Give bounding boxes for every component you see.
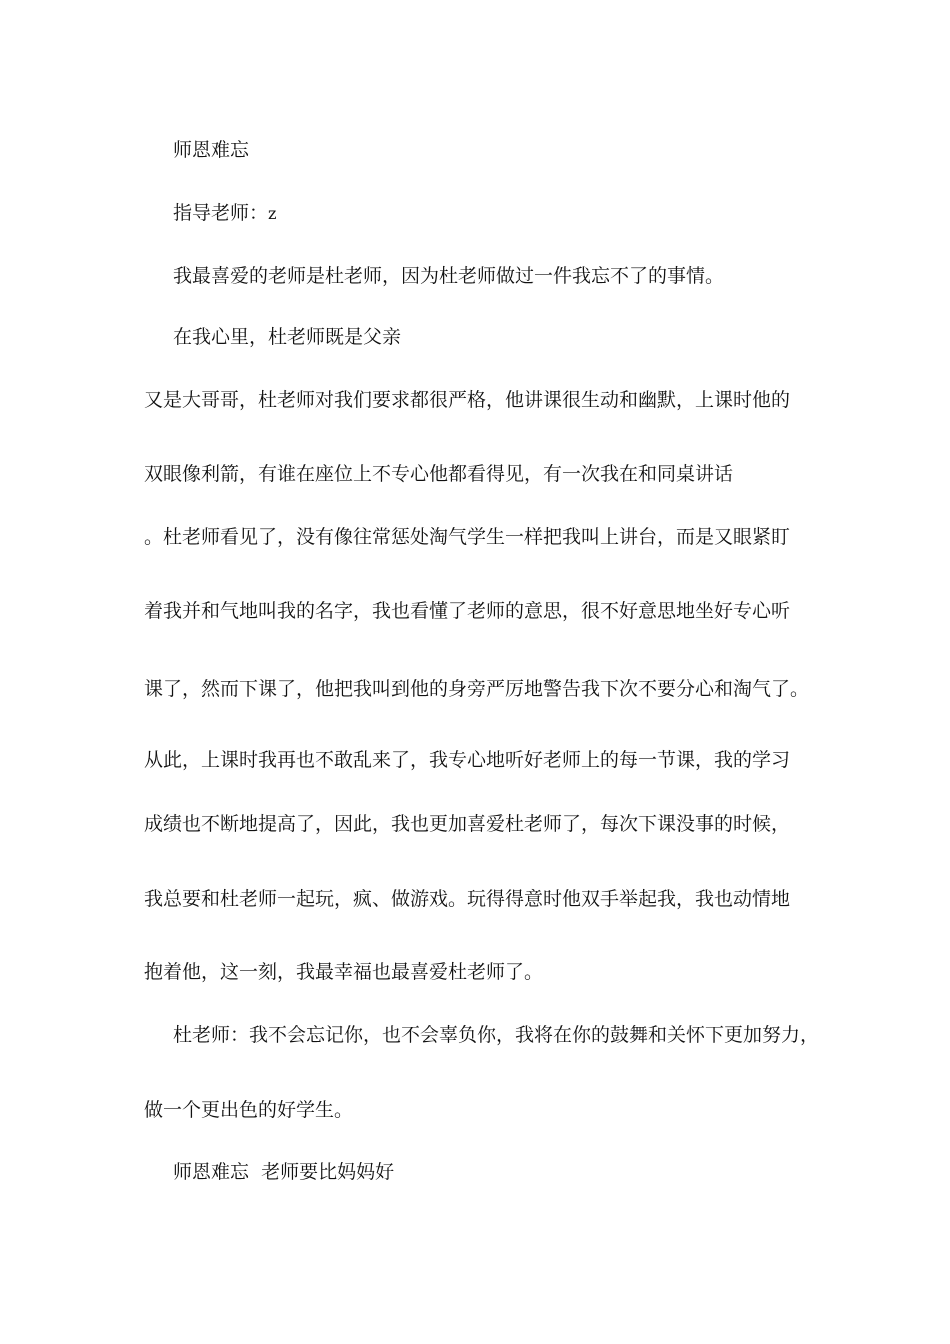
document-title: 师恩难忘 [173,139,250,161]
paragraph-2-line: 在我心里，杜老师既是父亲 [173,326,402,348]
advisor-line [173,201,276,226]
advisor-name: z [268,204,277,223]
paragraph-2-line: 着我并和气地叫我的名字，我也看懂了老师的意思，很不好意思地坐好专心听 [144,600,791,622]
paragraph-2-line: 。杜老师看见了，没有像往常惩处淘气学生一样把我叫上讲台，而是又眼紧盯 [144,526,791,548]
closing-line: 师恩难忘 老师要比妈妈好 [173,1161,395,1183]
paragraph-3-line: 做一个更出色的好学生。 [144,1099,354,1121]
paragraph-2-line: 我总要和杜老师一起玩，疯、做游戏。玩得得意时他双手举起我，我也动情地 [144,888,791,910]
advisor-label: 指导老师： [173,202,269,224]
paragraph-3-line: 杜老师：我不会忘记你，也不会辜负你，我将在你的鼓舞和关怀下更加努力， [173,1024,820,1046]
paragraph-2-line: 抱着他，这一刻，我最幸福也最喜爱杜老师了。 [144,961,544,983]
paragraph-2-line: 从此，上课时我再也不敢乱来了，我专心地听好老师上的每一节课，我的学习 [144,749,791,771]
paragraph-2-line: 课了，然而下课了，他把我叫到他的身旁严厉地警告我下次不要分心和淘气了。 [144,678,810,700]
paragraph-2-line: 又是大哥哥，杜老师对我们要求都很严格，他讲课很生动和幽默，上课时他的 [144,389,791,411]
paragraph-2-line: 成绩也不断地提高了，因此，我也更加喜爱杜老师了，每次下课没事的时候， [144,813,791,835]
paragraph-2-line: 双眼像利箭，有谁在座位上不专心他都看得见，有一次我在和同桌讲话 [144,463,734,485]
paragraph-1: 我最喜爱的老师是杜老师，因为杜老师做过一件我忘不了的事情。 [173,265,725,287]
